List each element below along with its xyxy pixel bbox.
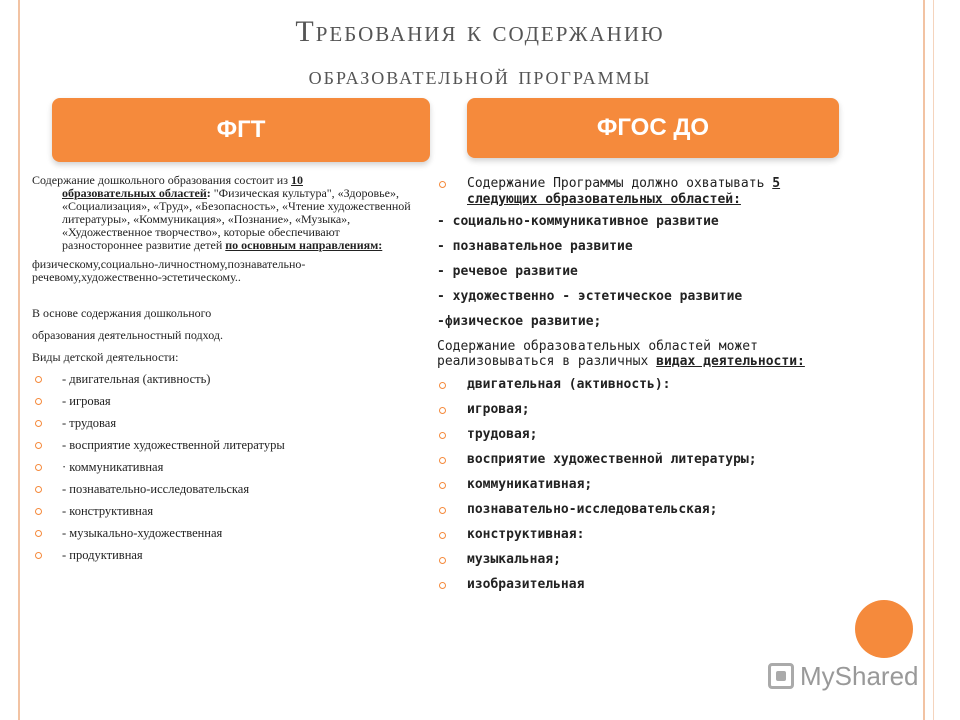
list-item [32, 478, 412, 500]
bullet-icon [439, 507, 446, 514]
bullet-icon [439, 382, 446, 389]
fgos-header-label: ФГОС ДО [596, 114, 710, 141]
list-item [32, 500, 412, 522]
bullet-icon [35, 442, 42, 449]
list-item [437, 577, 827, 593]
bullet-icon [439, 482, 446, 489]
bullet-icon [35, 530, 42, 537]
list-item [437, 477, 827, 493]
area-item: - социально-коммуникативное развитие [437, 214, 719, 229]
bullet-icon [35, 464, 42, 471]
bullet-icon [35, 486, 42, 493]
areas-list-text: "Физическая культура", «Здоровье», «Социализация», «Труд», «Безопасность», «Чтение художественной литературы», «Коммуникация», «Познание», «Музыка», «Художественное творчество», которые обеспечивают разностороннее развитие детей [62, 186, 411, 252]
bullet-icon [439, 181, 446, 188]
list-item-label: трудовая; [467, 427, 538, 442]
list-item-label: - продуктивная [62, 548, 143, 562]
fgt-header [52, 98, 430, 162]
list-item [32, 434, 412, 456]
bullet-icon [35, 508, 42, 515]
list-item-label: - восприятие художественной литературы [62, 438, 285, 452]
fgos-header [467, 98, 839, 158]
bullet-icon [439, 432, 446, 439]
right-border-stripe [923, 0, 925, 720]
list-item-label: игровая; [467, 402, 530, 417]
list-item [32, 368, 412, 390]
bullet-icon [35, 552, 42, 559]
list-item [32, 456, 412, 478]
list-item [437, 377, 827, 393]
fgt-paragraph-2 [32, 258, 412, 284]
right-border-stripe-thin [933, 0, 934, 720]
list-item [437, 527, 827, 543]
list-item [32, 390, 412, 412]
title-line-1: Требования к содержанию [295, 15, 665, 48]
area-item: - художественно - эстетическое развитие [437, 289, 743, 304]
directions-text: физическому,социально-личностному,познавательно-речевому,художественно-эстетическому.. [32, 257, 306, 284]
list-item-label: коммуникативная; [467, 477, 593, 492]
area-item: -физическое развитие; [437, 314, 602, 329]
watermark-text: MyShared [800, 660, 919, 691]
directions-label: по основным направлениям: [225, 238, 383, 252]
fgt-paragraph-3 [32, 302, 412, 368]
list-item-label: конструктивная: [467, 527, 585, 542]
fgos-intro [437, 176, 827, 208]
bullet-icon [35, 376, 42, 383]
bullet-icon [35, 398, 42, 405]
watermark-logo [768, 658, 919, 694]
fgos-paragraph-2 [437, 339, 827, 369]
list-item-label: изобразительная [467, 577, 585, 592]
intro-areas-label: 5 следующих образовательных областей: [467, 176, 781, 207]
fgt-header-label: ФГТ [216, 116, 266, 143]
areas-count: 10 [290, 173, 303, 187]
list-item [437, 452, 827, 468]
area-item: - речевое развитие [437, 264, 578, 279]
slide-title [60, 10, 900, 98]
fgt-paragraph-1 [32, 174, 412, 252]
list-item-label: - познавательно-исследовательская [62, 482, 250, 496]
area-item: - познавательное развитие [437, 239, 633, 254]
activities-label: видах деятельности: [656, 354, 805, 369]
list-item-label: - игровая [62, 394, 111, 408]
list-item-label: музыкальная; [467, 552, 561, 567]
list-item-label: - конструктивная [62, 504, 154, 518]
fgt-column [32, 174, 412, 566]
left-border-stripe [18, 0, 20, 720]
list-item-label: · коммуникативная [62, 460, 164, 474]
bullet-icon [439, 582, 446, 589]
activities-heading: Виды детской деятельности: [32, 350, 179, 364]
bullet-icon [439, 557, 446, 564]
list-item [32, 544, 412, 566]
fgos-column [437, 176, 827, 593]
fgt-activity-list [32, 368, 412, 566]
approach-line-1: В основе содержания дошкольного [32, 306, 212, 320]
list-item [32, 412, 412, 434]
fgos-area-list [437, 214, 827, 330]
bullet-icon [439, 532, 446, 539]
list-item-label: - двигательная (активность) [62, 372, 211, 386]
list-item [437, 427, 827, 443]
areas-label: образовательных областей [62, 186, 207, 200]
list-item [437, 552, 827, 568]
bullet-icon [35, 420, 42, 427]
activities-intro-text: Содержание образовательных областей может реализовываться в различных [437, 339, 758, 369]
list-item [437, 402, 827, 418]
bullet-icon [439, 407, 446, 414]
fgos-activity-list [437, 377, 827, 593]
list-item [437, 502, 827, 518]
list-item-label: восприятие художественной литературы; [467, 452, 757, 467]
title-line-2: образовательной программы [308, 61, 652, 90]
bullet-icon [439, 457, 446, 464]
list-item-label: двигательная (активность): [467, 377, 671, 392]
intro-text: Содержание Программы должно охватывать [467, 176, 773, 191]
approach-line-2: образования деятельностный подход. [32, 328, 223, 342]
list-item [32, 522, 412, 544]
list-item-label: - музыкально-художественная [62, 526, 223, 540]
text-fragment: Содержание дошкольного образования состоит из [32, 173, 291, 187]
colon: : [206, 186, 211, 200]
list-item-label: - трудовая [62, 416, 117, 430]
myshared-icon [768, 663, 794, 689]
decorative-circle [855, 600, 913, 658]
list-item-label: познавательно-исследовательская; [467, 502, 718, 517]
